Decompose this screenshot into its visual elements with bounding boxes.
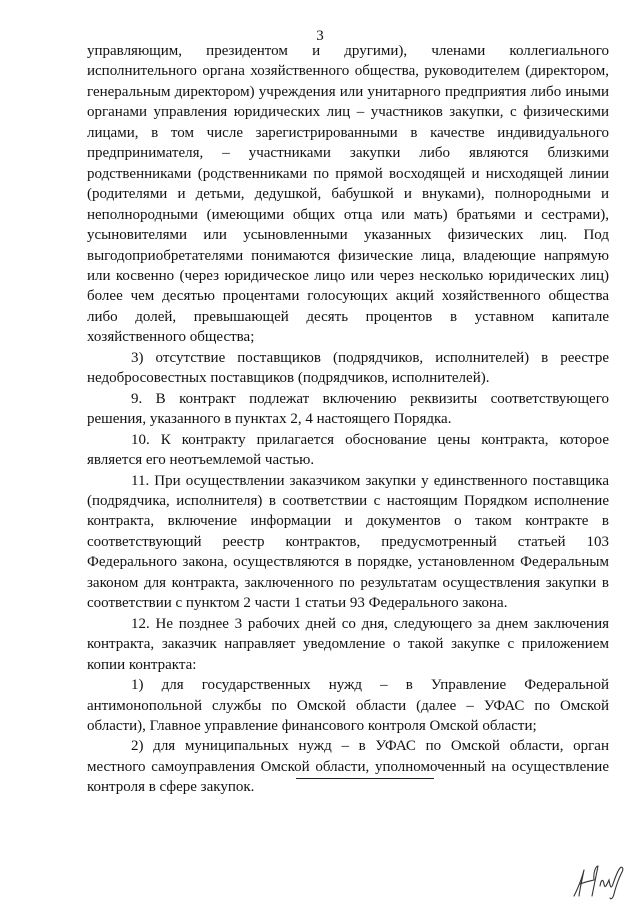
page-number: 3 — [316, 28, 324, 44]
handwritten-initials — [570, 862, 628, 902]
paragraph-clause-12: 12. Не позднее 3 рабочих дней со дня, следующего за днем заключения контракта, заказчик направляет уведомление о такой закупке с приложением копии контракта: — [87, 615, 609, 673]
paragraph-clause-9: 9. В контракт подлежат включению реквизиты соответствующего решения, указанного в пунктах 2, 4 настоящего Порядка. — [87, 390, 609, 428]
paragraph-continuation: управляющим, президентом и другими), членами коллегиального исполнительного органа хозяйственного общества, руководителем (директором, генеральным директором) учреждения или унитарного предприятия либо иными органами управления юридических лиц – участников закупки, с физическими лицами, в том числе зарегистрированными в качестве индивидуального предпринимателя, – участниками закупки либо являются близкими родственниками (родственниками по прямой восходящей и нисходящей линии (родителями и детьми, дедушкой, бабушкой и внуками), полнородными и неполнородными (имеющими общих отца или мать) братьями и сестрами), усыновителями или усыновленными указанных физических лиц. Под выгодоприобретателями понимаются физические лица, владеющие напрямую или косвенно (через юридическое лицо или через несколько юридических лиц) более чем десятью процентами голосующих акций хозяйственного общества либо долей, превышающей десять процентов в уставном капитале хозяйственного общества; — [87, 43, 609, 346]
document-body — [87, 41, 609, 798]
paragraph-clause-12-item-1: 1) для государственных нужд – в Управление Федеральной антимонопольной службы по Омской области (далее – УФАС по Омской области), Главное управление финансового контроля Омской области; — [87, 677, 609, 734]
paragraph-clause-11: 11. При осуществлении заказчиком закупки у единственного поставщика (подрядчика, исполнителя) в соответствии с настоящим Порядком исполнение контракта, включение информации и документов о таком контракте в соответствующий реестр контрактов, предусмотренный статьей 103 Федерального закона, осуществляются в порядке, установленном Федеральным законом для контракта, заключенного по результатам осуществления закупки в соответствии с пунктом 2 части 1 статьи 93 Федерального закона. — [87, 472, 609, 612]
paragraph-item-3: 3) отсутствие поставщиков (подрядчиков, исполнителей) в реестре недобросовестных поставщиков (подрядчиков, исполнителей). — [87, 349, 609, 387]
paragraph-clause-12-item-2: 2) для муниципальных нужд – в УФАС по Омской области, орган местного самоуправления Омской области, уполномоченный на осуществление контроля в сфере закупок. — [87, 738, 609, 796]
paragraph-clause-10: 10. К контракту прилагается обоснование цены контракта, которое является его неотъемлемой частью. — [87, 431, 609, 469]
end-of-document-rule — [296, 778, 434, 779]
